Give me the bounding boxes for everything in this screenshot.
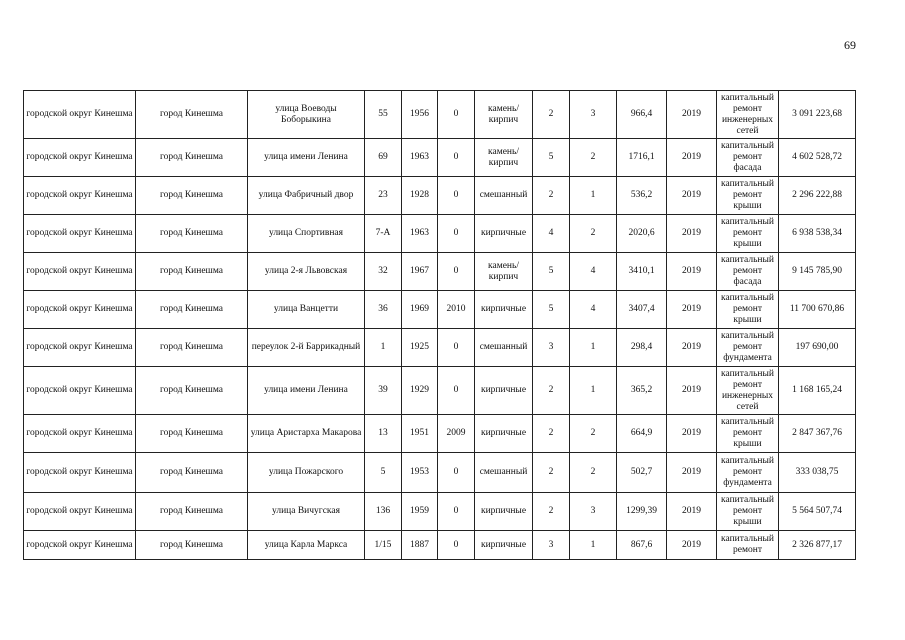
cell-city: город Кинешма <box>136 493 248 531</box>
table-row <box>24 215 856 253</box>
cell-plan-year: 2019 <box>667 91 717 139</box>
table-row <box>24 367 856 415</box>
cell-house: 5 <box>365 453 402 493</box>
cell-city: город Кинешма <box>136 415 248 453</box>
cell-plan-year: 2019 <box>667 367 717 415</box>
cell-entrances: 2 <box>570 453 617 493</box>
cell-floors: 2 <box>533 367 570 415</box>
cell-material: смешанный <box>475 329 533 367</box>
table-row <box>24 139 856 177</box>
cell-floors: 2 <box>533 177 570 215</box>
cell-city: город Кинешма <box>136 253 248 291</box>
cell-floors: 3 <box>533 531 570 560</box>
cell-district: городской округ Кинешма <box>24 253 136 291</box>
cell-district: городской округ Кинешма <box>24 91 136 139</box>
cell-material: кирпичные <box>475 531 533 560</box>
cell-entrances: 1 <box>570 177 617 215</box>
table-row <box>24 493 856 531</box>
cell-year-renov: 0 <box>438 329 475 367</box>
cell-house: 1/15 <box>365 531 402 560</box>
cell-house: 69 <box>365 139 402 177</box>
cell-floors: 5 <box>533 139 570 177</box>
cell-street: улица 2-я Львовская <box>248 253 365 291</box>
cell-work-type: капитальный ремонт фундамента <box>717 453 779 493</box>
cell-cost: 11 700 670,86 <box>779 291 856 329</box>
cell-plan-year: 2019 <box>667 329 717 367</box>
cell-material: смешанный <box>475 177 533 215</box>
cell-cost: 2 296 222,88 <box>779 177 856 215</box>
cell-work-type: капитальный ремонт крыши <box>717 177 779 215</box>
cell-house: 39 <box>365 367 402 415</box>
cell-entrances: 1 <box>570 531 617 560</box>
cell-area: 365,2 <box>617 367 667 415</box>
cell-year-built: 1887 <box>402 531 438 560</box>
cell-floors: 3 <box>533 329 570 367</box>
cell-floors: 5 <box>533 291 570 329</box>
cell-work-type: капитальный ремонт крыши <box>717 291 779 329</box>
cell-work-type: капитальный ремонт инженерных сетей <box>717 367 779 415</box>
cell-house: 1 <box>365 329 402 367</box>
cell-floors: 5 <box>533 253 570 291</box>
cell-entrances: 2 <box>570 415 617 453</box>
cell-plan-year: 2019 <box>667 139 717 177</box>
cell-plan-year: 2019 <box>667 531 717 560</box>
cell-material: кирпичные <box>475 415 533 453</box>
cell-plan-year: 2019 <box>667 453 717 493</box>
cell-material: камень/кирпич <box>475 139 533 177</box>
cell-city: город Кинешма <box>136 367 248 415</box>
cell-house: 55 <box>365 91 402 139</box>
cell-house: 36 <box>365 291 402 329</box>
cell-area: 3410,1 <box>617 253 667 291</box>
cell-area: 1716,1 <box>617 139 667 177</box>
cell-work-type: капитальный ремонт фасада <box>717 253 779 291</box>
cell-year-built: 1953 <box>402 453 438 493</box>
cell-work-type: капитальный ремонт крыши <box>717 215 779 253</box>
table-row <box>24 177 856 215</box>
cell-work-type: капитальный ремонт фасада <box>717 139 779 177</box>
cell-street: улица имени Ленина <box>248 367 365 415</box>
cell-area: 966,4 <box>617 91 667 139</box>
cell-street: улица Аристарха Макарова <box>248 415 365 453</box>
cell-entrances: 1 <box>570 329 617 367</box>
cell-year-renov: 0 <box>438 139 475 177</box>
cell-entrances: 2 <box>570 139 617 177</box>
cell-city: город Кинешма <box>136 139 248 177</box>
cell-street: улица Ванцетти <box>248 291 365 329</box>
cell-district: городской округ Кинешма <box>24 177 136 215</box>
cell-plan-year: 2019 <box>667 215 717 253</box>
cell-city: город Кинешма <box>136 531 248 560</box>
cell-area: 3407,4 <box>617 291 667 329</box>
cell-district: городской округ Кинешма <box>24 139 136 177</box>
cell-entrances: 2 <box>570 215 617 253</box>
cell-street: улица Воеводы Боборыкина <box>248 91 365 139</box>
cell-year-built: 1969 <box>402 291 438 329</box>
cell-entrances: 4 <box>570 291 617 329</box>
cell-city: город Кинешма <box>136 177 248 215</box>
cell-area: 867,6 <box>617 531 667 560</box>
cell-cost: 3 091 223,68 <box>779 91 856 139</box>
table-row <box>24 253 856 291</box>
cell-district: городской округ Кинешма <box>24 493 136 531</box>
cell-year-built: 1925 <box>402 329 438 367</box>
cell-cost: 333 038,75 <box>779 453 856 493</box>
page-number: 69 <box>844 38 856 52</box>
cell-floors: 2 <box>533 453 570 493</box>
cell-year-renov: 0 <box>438 531 475 560</box>
cell-material: камень/кирпич <box>475 253 533 291</box>
cell-city: город Кинешма <box>136 329 248 367</box>
cell-street: улица имени Ленина <box>248 139 365 177</box>
cell-work-type: капитальный ремонт инженерных сетей <box>717 91 779 139</box>
cell-year-renov: 2009 <box>438 415 475 453</box>
cell-city: город Кинешма <box>136 291 248 329</box>
cell-year-built: 1951 <box>402 415 438 453</box>
cell-cost: 2 847 367,76 <box>779 415 856 453</box>
table-row <box>24 531 856 560</box>
table-body <box>24 91 856 560</box>
cell-cost: 9 145 785,90 <box>779 253 856 291</box>
cell-year-built: 1963 <box>402 139 438 177</box>
cell-cost: 6 938 538,34 <box>779 215 856 253</box>
cell-house: 136 <box>365 493 402 531</box>
cell-year-renov: 0 <box>438 177 475 215</box>
table-row <box>24 453 856 493</box>
cell-district: городской округ Кинешма <box>24 329 136 367</box>
cell-work-type: капитальный ремонт крыши <box>717 415 779 453</box>
cell-material: кирпичные <box>475 215 533 253</box>
table-row <box>24 291 856 329</box>
cell-district: городской округ Кинешма <box>24 415 136 453</box>
cell-street: переулок 2-й Баррикадный <box>248 329 365 367</box>
cell-plan-year: 2019 <box>667 493 717 531</box>
cell-area: 1299,39 <box>617 493 667 531</box>
cell-street: улица Фабричный двор <box>248 177 365 215</box>
cell-floors: 4 <box>533 215 570 253</box>
cell-year-built: 1963 <box>402 215 438 253</box>
cell-year-renov: 2010 <box>438 291 475 329</box>
cell-entrances: 1 <box>570 367 617 415</box>
cell-work-type: капитальный ремонт крыши <box>717 493 779 531</box>
cell-area: 536,2 <box>617 177 667 215</box>
cell-city: город Кинешма <box>136 453 248 493</box>
cell-year-renov: 0 <box>438 91 475 139</box>
cell-material: кирпичные <box>475 493 533 531</box>
cell-house: 23 <box>365 177 402 215</box>
cell-year-built: 1929 <box>402 367 438 415</box>
cell-district: городской округ Кинешма <box>24 215 136 253</box>
housing-repair-table <box>23 90 856 560</box>
cell-street: улица Пожарского <box>248 453 365 493</box>
cell-house: 32 <box>365 253 402 291</box>
cell-work-type: капитальный ремонт фундамента <box>717 329 779 367</box>
cell-year-renov: 0 <box>438 453 475 493</box>
cell-material: смешанный <box>475 453 533 493</box>
cell-district: городской округ Кинешма <box>24 531 136 560</box>
cell-house: 13 <box>365 415 402 453</box>
cell-city: город Кинешма <box>136 91 248 139</box>
cell-year-built: 1967 <box>402 253 438 291</box>
cell-work-type: капитальный ремонт <box>717 531 779 560</box>
cell-year-built: 1956 <box>402 91 438 139</box>
cell-year-renov: 0 <box>438 367 475 415</box>
cell-year-renov: 0 <box>438 215 475 253</box>
cell-district: городской округ Кинешма <box>24 291 136 329</box>
cell-cost: 1 168 165,24 <box>779 367 856 415</box>
cell-area: 2020,6 <box>617 215 667 253</box>
cell-year-built: 1928 <box>402 177 438 215</box>
cell-cost: 2 326 877,17 <box>779 531 856 560</box>
table-row <box>24 329 856 367</box>
cell-district: городской округ Кинешма <box>24 453 136 493</box>
table-row <box>24 91 856 139</box>
cell-city: город Кинешма <box>136 215 248 253</box>
cell-street: улица Карла Маркса <box>248 531 365 560</box>
cell-plan-year: 2019 <box>667 177 717 215</box>
cell-cost: 197 690,00 <box>779 329 856 367</box>
cell-street: улица Вичугская <box>248 493 365 531</box>
cell-plan-year: 2019 <box>667 415 717 453</box>
cell-area: 298,4 <box>617 329 667 367</box>
cell-entrances: 3 <box>570 493 617 531</box>
cell-entrances: 4 <box>570 253 617 291</box>
cell-material: кирпичные <box>475 291 533 329</box>
cell-cost: 4 602 528,72 <box>779 139 856 177</box>
cell-entrances: 3 <box>570 91 617 139</box>
cell-year-renov: 0 <box>438 253 475 291</box>
cell-area: 502,7 <box>617 453 667 493</box>
cell-year-built: 1959 <box>402 493 438 531</box>
cell-floors: 2 <box>533 493 570 531</box>
cell-floors: 2 <box>533 91 570 139</box>
cell-district: городской округ Кинешма <box>24 367 136 415</box>
cell-street: улица Спортивная <box>248 215 365 253</box>
table-row <box>24 415 856 453</box>
cell-plan-year: 2019 <box>667 253 717 291</box>
cell-floors: 2 <box>533 415 570 453</box>
cell-material: камень/кирпич <box>475 91 533 139</box>
cell-cost: 5 564 507,74 <box>779 493 856 531</box>
cell-house: 7-А <box>365 215 402 253</box>
cell-material: кирпичные <box>475 367 533 415</box>
cell-area: 664,9 <box>617 415 667 453</box>
cell-plan-year: 2019 <box>667 291 717 329</box>
cell-year-renov: 0 <box>438 493 475 531</box>
